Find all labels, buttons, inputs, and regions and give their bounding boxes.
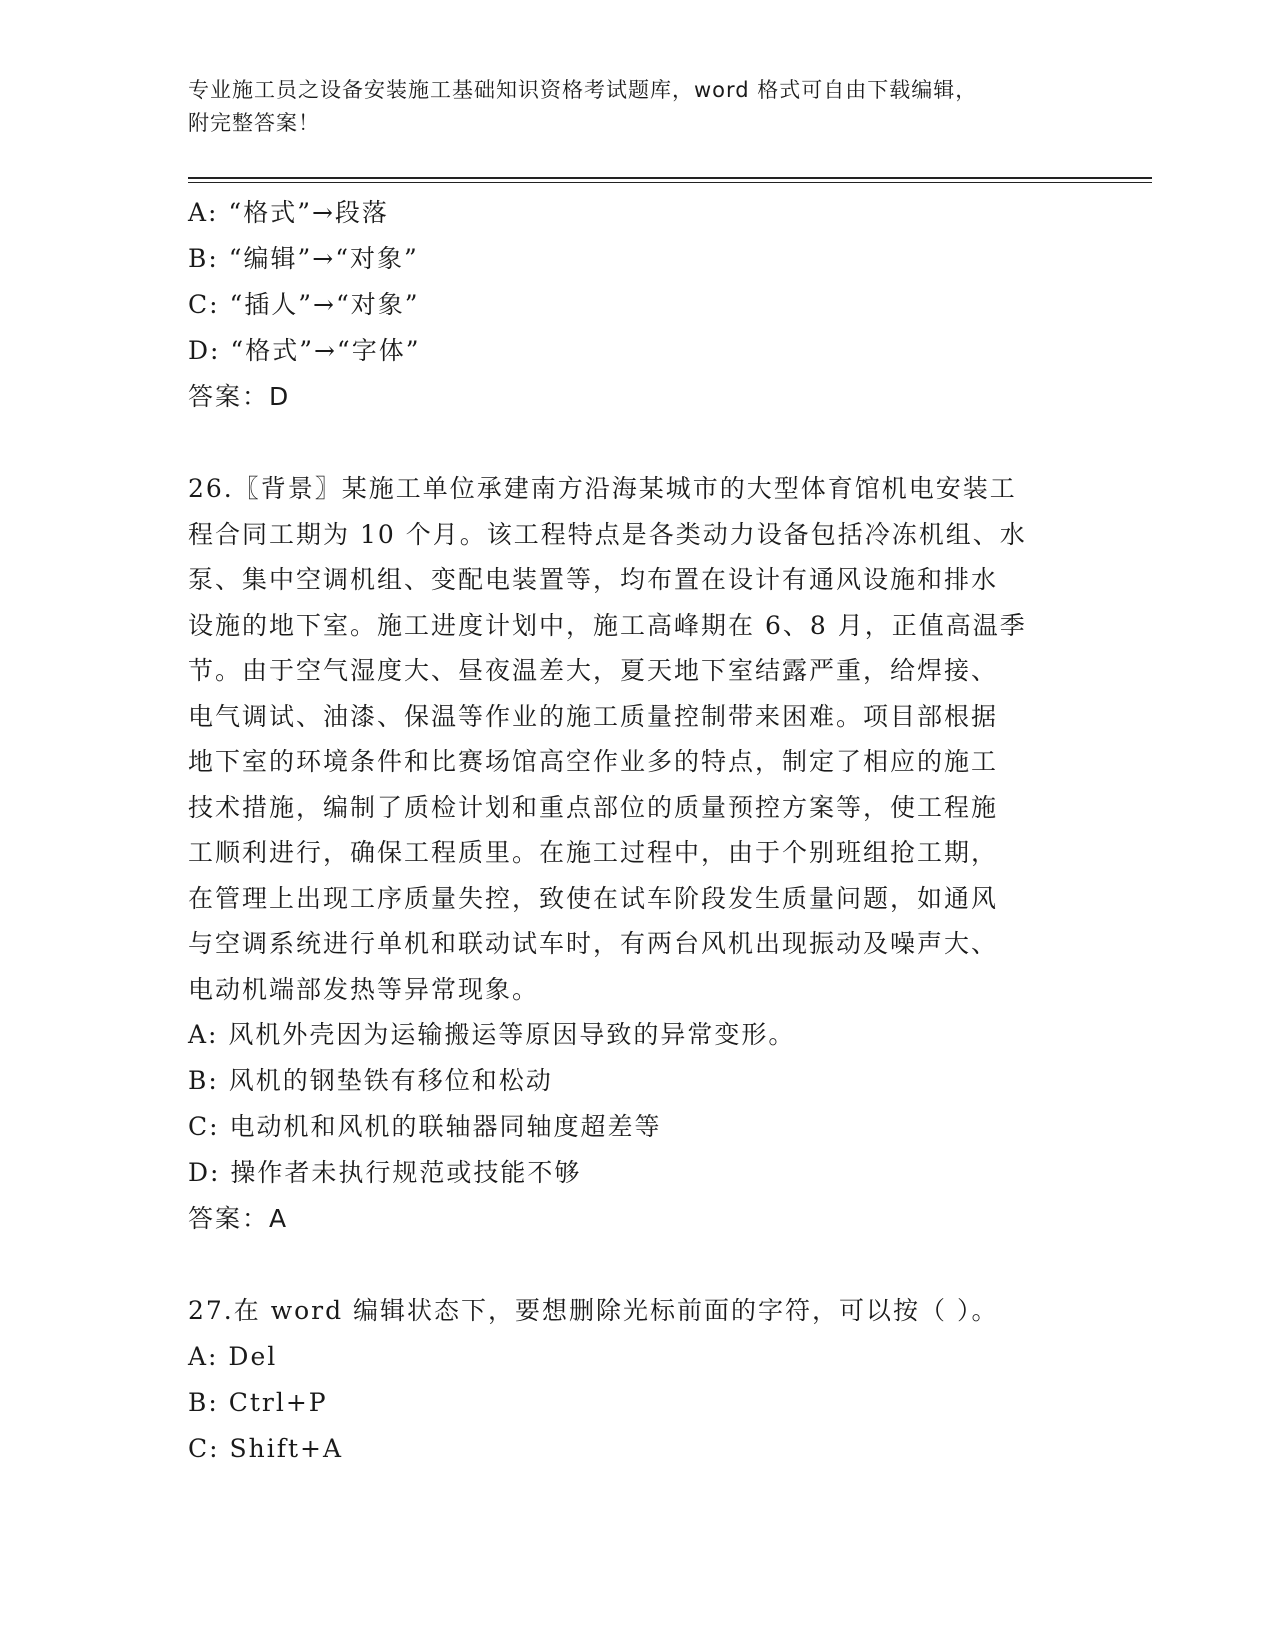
option-d: D: 操作者未执行规范或技能不够 (188, 1158, 582, 1187)
question-stem: 27.在 word 编辑状态下，要想删除光标前面的字符，可以按（ ）。 (188, 1296, 999, 1325)
question-stem-line: 技术措施，编制了质检计划和重点部位的质量预控方案等，使工程施 (188, 792, 999, 822)
option-c: C: 电动机和风机的联轴器同轴度超差等 (188, 1112, 662, 1141)
header-rule-thick (188, 177, 1152, 179)
question-stem-line: 与空调系统进行单机和联动试车时，有两台风机出现振动及噪声大、 (188, 929, 999, 958)
question-stem-line: 泵、集中空调机组、变配电装置等，均布置在设计有通风设施和排水 (188, 565, 999, 594)
question-stem-line: 在管理上出现工序质量失控，致使在试车阶段发生质量问题，如通风 (188, 883, 999, 913)
question-stem-line: 设施的地下室。施工进度计划中，施工高峰期在 6、8 月，正值高温季 (188, 610, 1027, 640)
header-line-2: 附完整答案！ (188, 111, 320, 135)
option-c: C: Shift+A (188, 1434, 344, 1463)
question-27 (188, 1288, 1088, 1472)
option-b: B: Ctrl+P (188, 1388, 328, 1417)
question-stem-line: 电动机端部发热等异常现象。 (188, 974, 540, 1004)
option-a: A: 风机外壳因为运输搬运等原因导致的异常变形。 (188, 1020, 796, 1049)
document-body (188, 190, 1088, 1472)
question-26 (188, 466, 1088, 1242)
question-stem-line: 工顺利进行，确保工程质里。在施工过程中，由于个别班组抢工期， (188, 838, 999, 867)
question-stem-line: 地下室的环境条件和比赛场馆高空作业多的特点，制定了相应的施工 (188, 747, 999, 776)
option-a: A: “格式”→段落 (188, 198, 389, 227)
option-b: B: 风机的钢垫铁有移位和松动 (188, 1066, 553, 1095)
answer: 答案：D (188, 382, 291, 411)
option-a: A: Del (188, 1342, 278, 1371)
header-line-1: 专业施工员之设备安装施工基础知识资格考试题库，word 格式可自由下载编辑， (188, 78, 978, 102)
option-b: B: “编辑”→“对象” (188, 244, 419, 273)
question-25 (188, 190, 1088, 420)
header-rule-thin (188, 182, 1152, 183)
question-stem-line: 电气调试、油漆、保温等作业的施工质量控制带来困难。项目部根据 (188, 701, 999, 731)
question-stem-line: 程合同工期为 10 个月。该工程特点是各类动力设备包括冷冻机组、水 (188, 519, 1027, 549)
question-stem-line: 26.〖背景〗某施工单位承建南方沿海某城市的大型体育馆机电安装工 (188, 474, 1017, 503)
question-stem-line: 节。由于空气湿度大、昼夜温差大，夏天地下室结露严重，给焊接、 (188, 656, 999, 685)
option-d: D: “格式”→“字体” (188, 336, 421, 365)
answer: 答案：A (188, 1204, 289, 1233)
spacer (188, 420, 1088, 466)
document-header (188, 74, 1068, 140)
option-c: C: “插人”→“对象” (188, 290, 420, 319)
spacer (188, 1242, 1088, 1288)
